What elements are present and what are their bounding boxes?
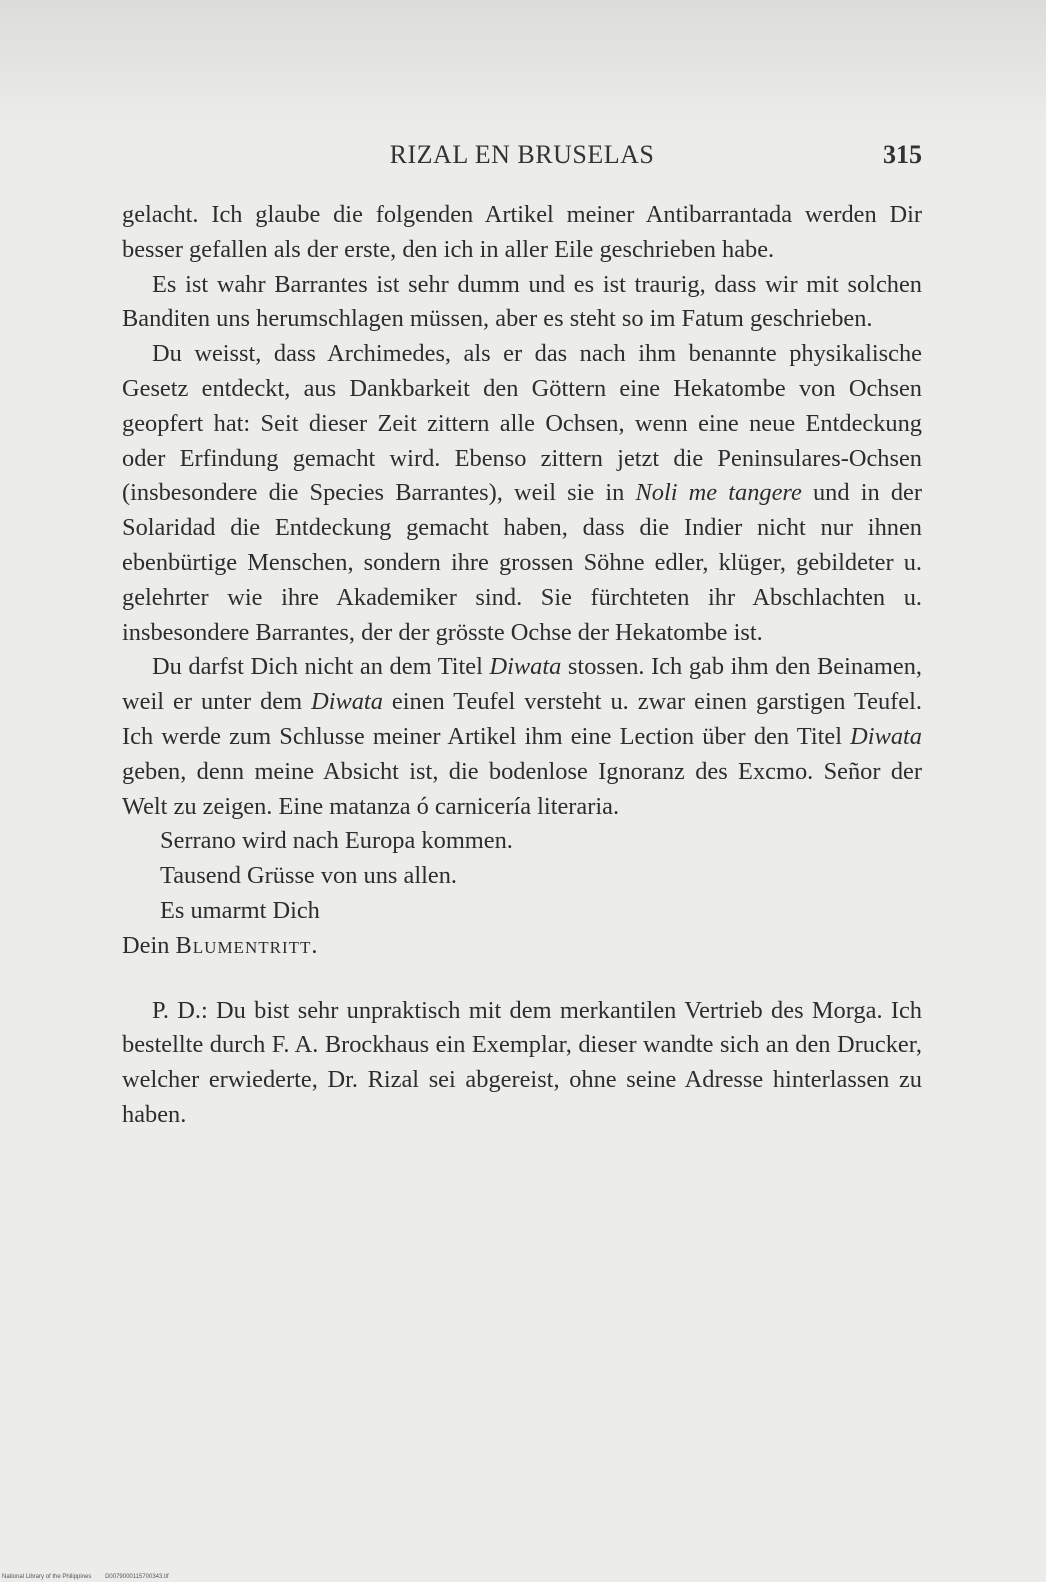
postscript: P. D.: Du bist sehr unpraktisch mit dem merkantilen Vertrieb des Morga. Ich bestellte durch F. A. Brockhaus ein Exemplar, dieser wandte sich an den Drucker, welcher erwiederte, Dr. Rizal sei abgereist, ohne seine Adresse hinterlassen zu haben. [122, 996, 922, 1128]
scan-footer [2, 1574, 181, 1580]
page-shadow [0, 0, 1046, 130]
signature [122, 929, 922, 964]
paragraph-4 [122, 650, 922, 824]
title-diwata-2: Diwata [311, 688, 383, 716]
paragraph-3-text-a: Du weisst, dass Archimedes, als er das nach ihm benannte physikalische Gesetz entdeckt, aus Dankbarkeit den Göttern eine Hekatombe von Ochsen geopfert hat: Seit dieser Zeit zittern alle Ochsen, wenn eine neue Entdeckung oder Erfindung gemacht wird. Ebenso zittern jetzt die Peninsulares-Ochsen (insbesondere die Species Barrantes), weil sie in [122, 340, 922, 507]
closing-line-2: Tausend Grüsse von uns allen. [160, 862, 458, 890]
paragraph-3-text-b: und in der Solaridad die Entdeckung gemacht haben, dass die Indier nicht nur ihnen ebenbürtige Menschen, sondern ihre grossen Söhne edler, klüger, gebildeter u. gelehrter wie ihre Akademiker sind. Sie fürchteten ihr Abschlachten u. insbesondere Barrantes, der der grösste Ochse der Hekatombe ist. [122, 479, 922, 646]
file-id: D0079000115700343.tif [105, 1574, 169, 1580]
running-head: RIZAL EN BRUSELAS [389, 140, 655, 169]
paragraph-1: gelacht. Ich glaube die folgenden Artikel meiner Antibarrantada werden Dir besser gefallen als der erste, den ich in aller Eile geschrieben habe. [122, 201, 922, 263]
page-number: 315 [883, 140, 922, 169]
paragraph-4-text-b: stossen. Ich gab ihm den Beinamen, weil er unter dem [122, 653, 922, 716]
paragraph-2: Es ist wahr Barrantes ist sehr dumm und es ist traurig, dass wir mit solchen Banditen uns herumschlagen müssen, aber es steht so im Fatum geschrieben. [122, 270, 922, 333]
signature-prefix: Dein [122, 931, 176, 959]
paragraph-4-text-a: Du darfst Dich nicht an dem Titel [152, 653, 490, 681]
closing-line-1: Serrano wird nach Europa kommen. [160, 827, 513, 855]
book-title-noli-me-tangere: Noli me tangere [635, 479, 802, 507]
title-diwata-1: Diwata [489, 653, 562, 681]
paragraph-4-text-d: geben, denn meine Absicht ist, die bodenlose Ignoranz des Excmo. Señor der Welt zu zeigen. Eine matanza ó carnicería literaria. [122, 757, 922, 820]
signature-name: Blumentritt. [175, 931, 319, 959]
paragraph-4-text-c: einen Teufel versteht u. zwar einen garstigen Teufel. Ich werde zum Schlusse meiner Artikel ihm eine Lection über den Titel [122, 688, 922, 750]
title-diwata-3: Diwata [850, 722, 922, 750]
closing-line-3: Es umarmt Dich [160, 896, 320, 924]
paragraph-3 [122, 337, 922, 650]
letter-body [122, 198, 922, 1133]
page-header [122, 140, 922, 190]
library-credit: National Library of the Philippines [2, 1574, 92, 1580]
